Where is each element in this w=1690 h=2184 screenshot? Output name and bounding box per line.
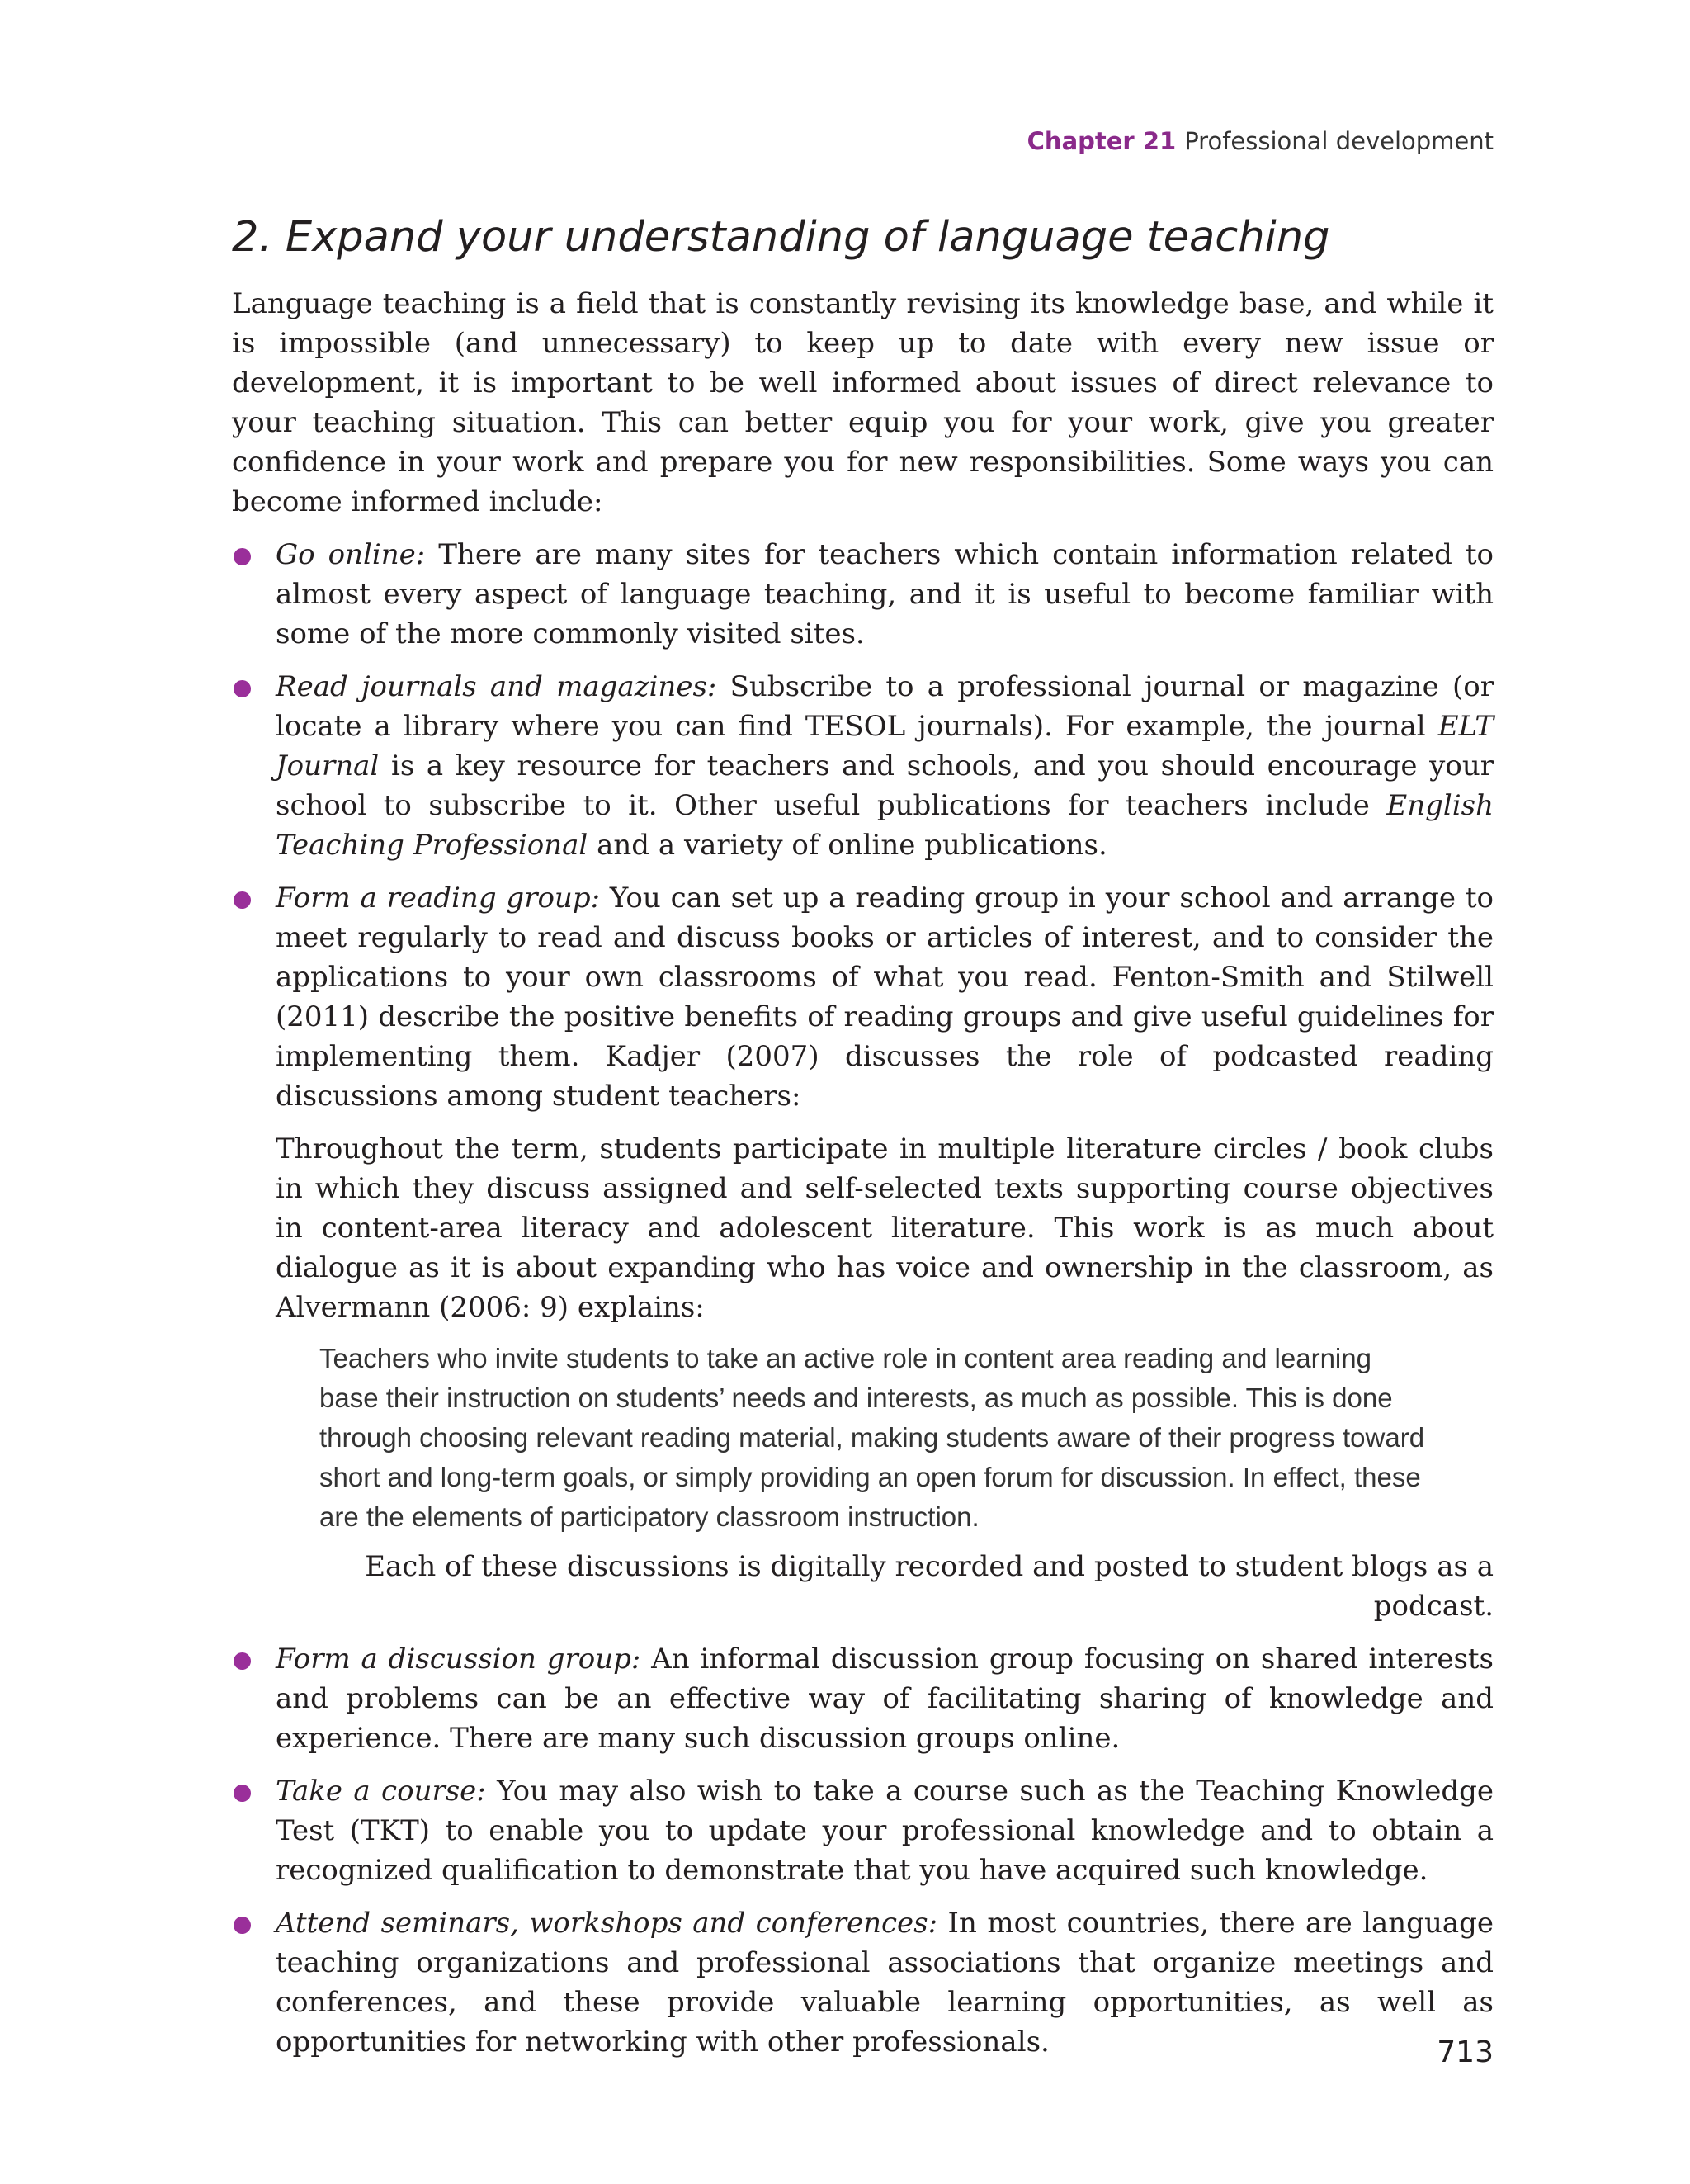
bullet-dot-icon bbox=[234, 1917, 251, 1934]
quoted-paragraph: Throughout the term, students participate in multiple literature circles / book clubs in which they discuss assigned and self-selected texts supporting course objectives in content-area literacy and adolescent literature. This work is as much about dialogue as it is about expanding who has voice and ownership in the classroom, as Alvermann (2006: 9) explains: bbox=[276, 1132, 1494, 1324]
section-label: Professional development bbox=[1184, 127, 1494, 155]
chapter-label: Chapter 21 bbox=[1027, 127, 1177, 155]
bullet-lead: Attend seminars, workshops and conferences: bbox=[276, 1907, 938, 1940]
bullet-lead: Read journals and magazines: bbox=[276, 670, 717, 703]
running-head bbox=[1027, 127, 1494, 155]
journal-title-etp: English Teaching Professional bbox=[276, 789, 1494, 862]
bullet-list bbox=[232, 535, 1494, 2062]
bullet-text: Subscribe to a professional journal or magazine (or locate a library where you can find TESOL journals). For example, the journal bbox=[276, 670, 1494, 743]
bullet-lead: Form a reading group: bbox=[276, 882, 601, 915]
bullet-lead: Form a discussion group: bbox=[276, 1643, 641, 1676]
bullet-lead: Take a course: bbox=[276, 1775, 486, 1808]
bullet-dot-icon bbox=[234, 1652, 251, 1670]
body-text bbox=[232, 284, 1494, 2075]
bullet-text: An informal discussion group focusing on shared interests and problems can be an effective way of facilitating sharing of knowledge and experience. There are many such discussion groups online. bbox=[276, 1643, 1494, 1755]
bullet-dot-icon bbox=[234, 680, 251, 697]
bullet-text: and a variety of online publications. bbox=[588, 829, 1107, 862]
journal-title-elt: ELT Journal bbox=[276, 710, 1494, 782]
bullet-dot-icon bbox=[234, 548, 251, 565]
block-quote: Teachers who invite students to take an active role in content area reading and learning base their instruction on students’ needs and interests, as much as possible. This is done through choosing relevant reading material, making students aware of their progress toward short and long-term goals, or simply providing an open forum for discussion. In effect, these are the elements of participatory classroom instruction. bbox=[319, 1343, 1425, 1532]
bullet-item-reading-group bbox=[232, 878, 1494, 1626]
after-quote-line: Each of these discussions is digitally recorded and posted to student blogs as a podcast. bbox=[365, 1550, 1494, 1623]
section-heading: 2. Expand your understanding of language teaching bbox=[232, 213, 1330, 262]
bullet-dot-icon bbox=[234, 891, 251, 909]
bullet-item-attend-seminars bbox=[232, 1903, 1494, 2062]
bullet-item-take-course bbox=[232, 1771, 1494, 1890]
page-number: 713 bbox=[1437, 2035, 1494, 2069]
bullet-text: is a key resource for teachers and schools, and you should encourage your school to subscribe to it. Other useful publications for teachers include bbox=[276, 749, 1494, 822]
bullet-text: There are many sites for teachers which contain information related to almost every aspect of language teaching, and it is useful to become familiar with some of the more commonly visited sites. bbox=[276, 538, 1494, 650]
bullet-text: You can set up a reading group in your school and arrange to meet regularly to read and discuss books or articles of interest, and to consider the applications to your own classrooms of what you read. Fenton-Smith and Stilwell (2011) describe the positive benefits of reading groups and give useful guidelines for implementing them. Kadjer (2007) discusses the role of podcasted reading discussions among student teachers: bbox=[276, 882, 1494, 1113]
bullet-item-read-journals bbox=[232, 667, 1494, 865]
bullet-item-discussion-group bbox=[232, 1639, 1494, 1758]
bullet-dot-icon bbox=[234, 1785, 251, 1802]
bullet-text: You may also wish to take a course such as the Teaching Knowledge Test (TKT) to enable you to update your professional knowledge and to obtain a recognized qualification to demonstrate that you have acquired such knowledge. bbox=[276, 1775, 1494, 1887]
intro-paragraph: Language teaching is a field that is constantly revising its knowledge base, and while it is impossible (and unnecessary) to keep up to date with every new issue or development, it is important to be well informed about issues of direct relevance to your teaching situation. This can better equip you for your work, give you greater confidence in your work and prepare you for new responsibilities. Some ways you can become informed include: bbox=[232, 287, 1494, 518]
bullet-text: In most countries, there are language teaching organizations and professional associations that organize meetings and conferences, and these provide valuable learning opportunities, as well as opportunities for networking with other professionals. bbox=[276, 1907, 1494, 2059]
bullet-item-go-online bbox=[232, 535, 1494, 654]
bullet-lead: Go online: bbox=[276, 538, 426, 571]
